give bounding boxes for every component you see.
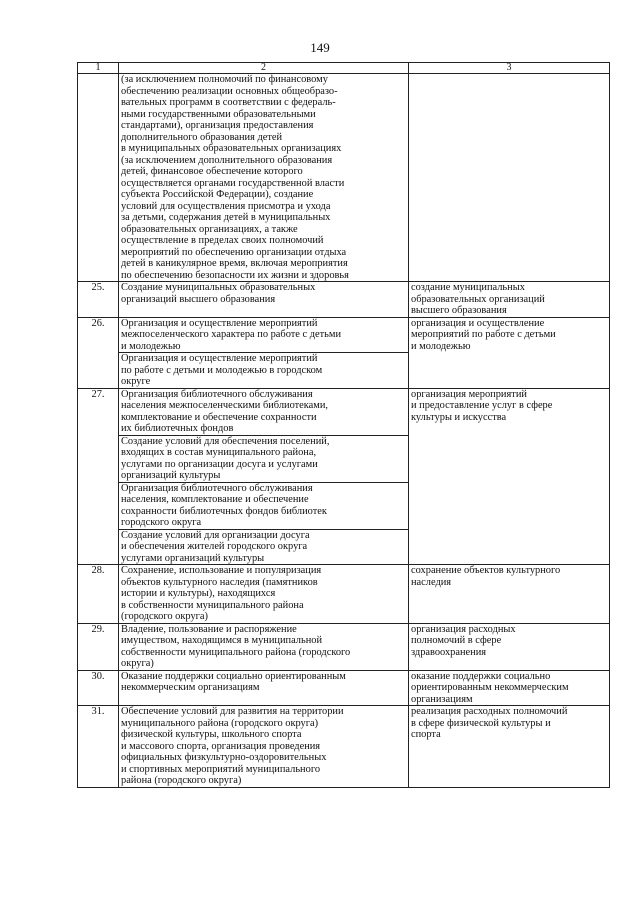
header-col-1: 1 (78, 63, 119, 74)
power-description: (за исключением полномочий по финансовому обеспечению реализации основных общеобразо- вательных программ в соответствии с федераль- ными государственными образовательными стандартами), организация предоставления дополнительного образования детей в муниципальных образовательных организациях (за исключением дополнительного образования детей, финансовое обеспечение которого осуществляется органами государственной власти субъекта Российской Федерации), создание условий для осуществления присмотра и ухода за детьми, содержания детей в муниципальных образовательных организациях, а также осуществление в пределах своих полномочий мероприятий по обеспечению организации отдыха детей в каникулярное время, включая мероприятия по обеспечению безопасности их жизни и здоровья (119, 74, 409, 282)
header-col-3: 3 (409, 63, 610, 74)
expenditure-obligation: сохранение объектов культурного наследия (409, 565, 610, 624)
header-row (78, 63, 610, 74)
table-row (78, 565, 610, 624)
power-description: Организация библиотечного обслуживания населения межпоселенческими библиотеками, комплектование и обеспечение сохранности их библиотечных фондов (119, 388, 409, 435)
row-number: 26. (78, 317, 119, 388)
powers-table (77, 62, 610, 788)
power-description: Организация и осуществление мероприятий по работе с детьми и молодежью в городском округе (119, 353, 409, 389)
table-row (78, 282, 610, 318)
power-description: Организация библиотечного обслуживания населения, комплектование и обеспечение сохранности библиотечных фондов библиотек городского округа (119, 482, 409, 529)
power-description: Создание муниципальных образовательных организаций высшего образования (119, 282, 409, 318)
table-row (78, 74, 610, 282)
row-number (78, 74, 119, 282)
expenditure-obligation: организация мероприятий и предоставление услуг в сфере культуры и искусства (409, 388, 610, 565)
row-number: 30. (78, 670, 119, 706)
power-description: Владение, пользование и распоряжение имуществом, находящимся в муниципальной собственности муниципального района (городского округа) (119, 623, 409, 670)
expenditure-obligation: создание муниципальных образовательных организаций высшего образования (409, 282, 610, 318)
row-number: 29. (78, 623, 119, 670)
page-number: 149 (310, 40, 330, 55)
expenditure-obligation (409, 74, 610, 282)
table-row (78, 623, 610, 670)
expenditure-obligation: оказание поддержки социально ориентированным некоммерческим организациям (409, 670, 610, 706)
row-number: 31. (78, 706, 119, 788)
power-description: Организация и осуществление мероприятий межпоселенческого характера по работе с детьми и молодежью (119, 317, 409, 353)
power-description: Оказание поддержки социально ориентированным некоммерческим организациям (119, 670, 409, 706)
row-number: 27. (78, 388, 119, 565)
table-row (78, 706, 610, 788)
row-number: 28. (78, 565, 119, 624)
expenditure-obligation: реализация расходных полномочий в сфере физической культуры и спорта (409, 706, 610, 788)
table-row (78, 670, 610, 706)
power-description: Создание условий для организации досуга и обеспечения жителей городского округа услугами организаций культуры (119, 529, 409, 565)
header-col-2: 2 (119, 63, 409, 74)
table-row (78, 388, 610, 435)
row-number: 25. (78, 282, 119, 318)
expenditure-obligation: организация расходных полномочий в сфере здравоохранения (409, 623, 610, 670)
power-description: Сохранение, использование и популяризация объектов культурного наследия (памятников истории и культуры), находящихся в собственности муниципального района (городского округа) (119, 565, 409, 624)
power-description: Обеспечение условий для развития на территории муниципального района (городского округа) физической культуры, школьного спорта и массового спорта, организация проведения официальных физкультурно-оздоровительных и спортивных мероприятий муниципального района (городского округа) (119, 706, 409, 788)
power-description: Создание условий для обеспечения поселений, входящих в состав муниципального района, услугами по организации досуга и услугами организаций культуры (119, 435, 409, 482)
expenditure-obligation: организация и осуществление мероприятий по работе с детьми и молодежью (409, 317, 610, 388)
table-row (78, 317, 610, 353)
